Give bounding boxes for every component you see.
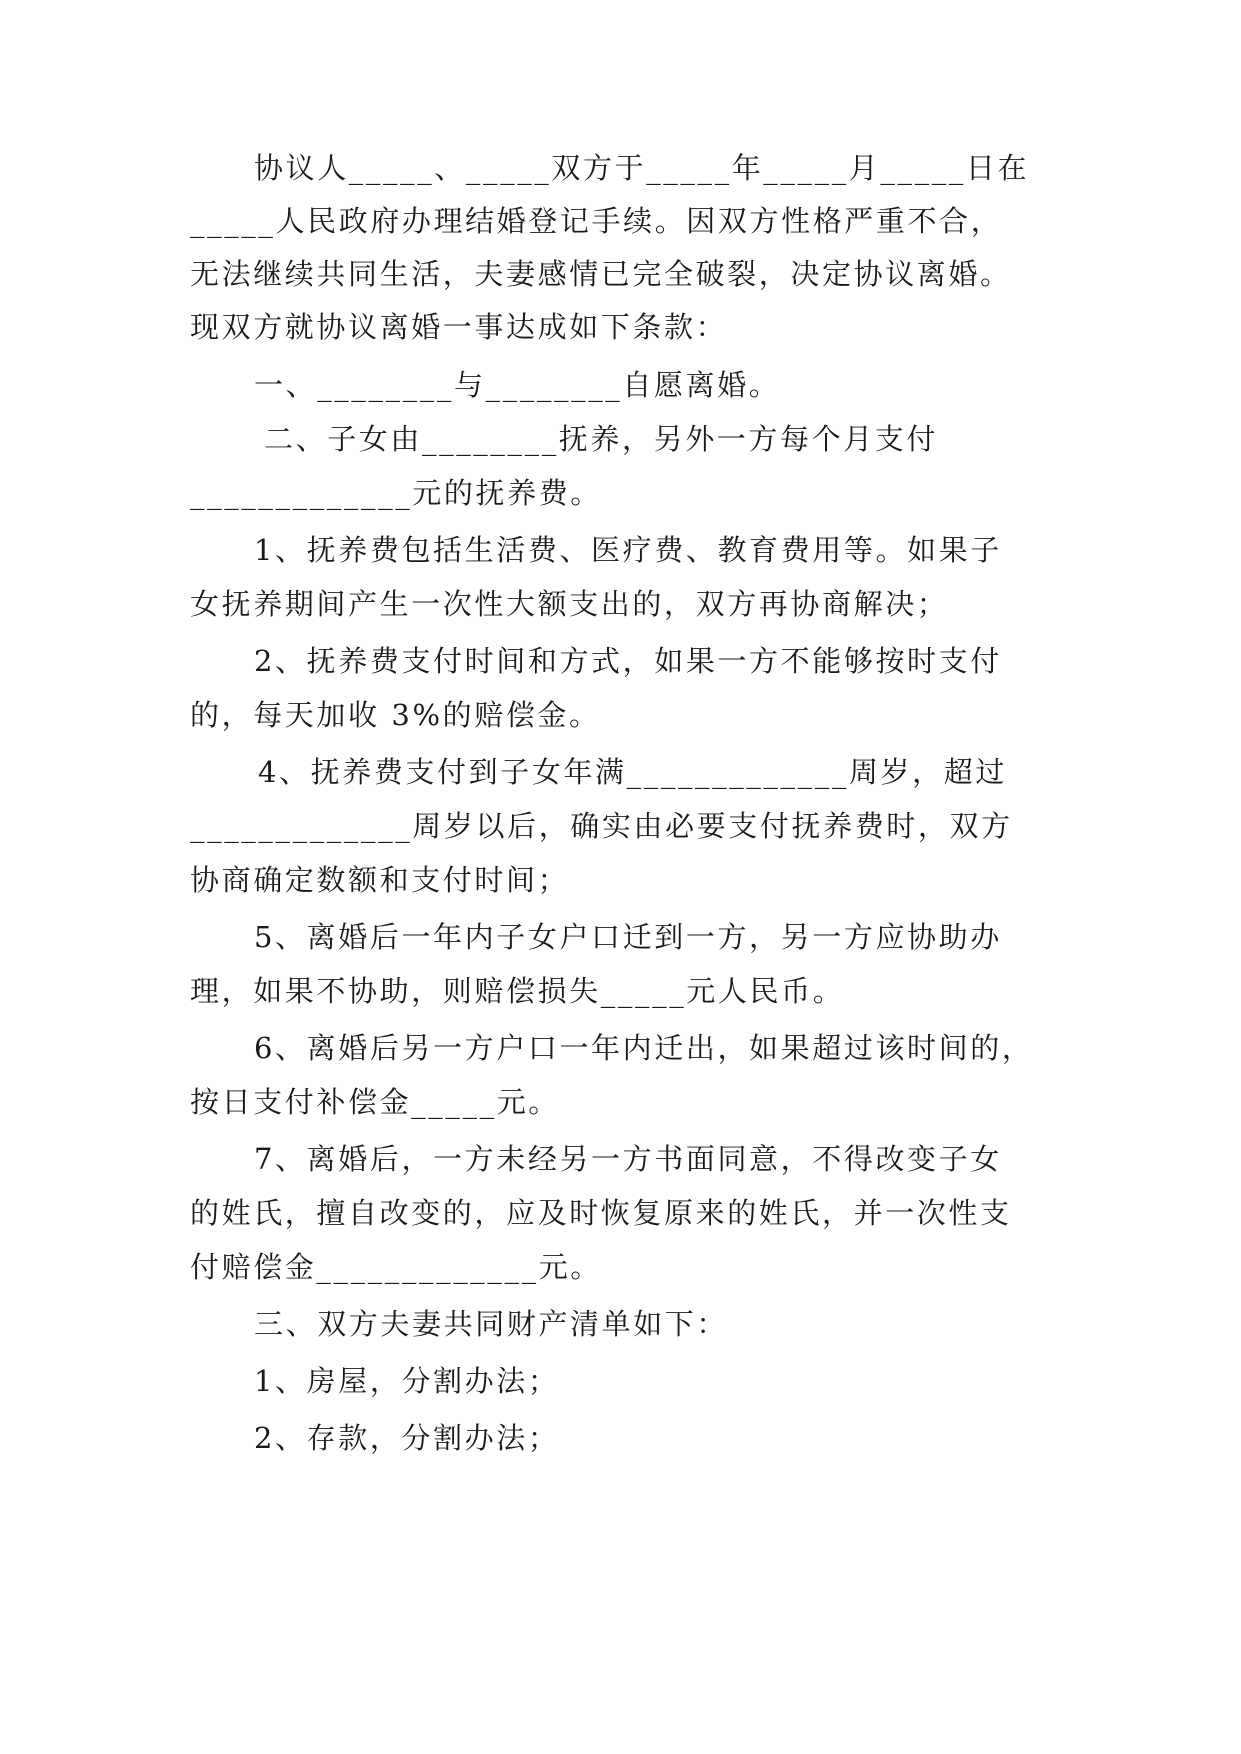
text-line-15: 5、离婚后一年内子女户口迁到一方，另一方应协助办: [254, 920, 1002, 954]
text-line-03: 无法继续共同生活，夫妻感情已完全破裂，决定协议离婚。: [190, 257, 1012, 291]
text-line-22: 三、双方夫妻共同财产清单如下：: [254, 1307, 729, 1341]
text-line-20: 的姓氏，擅自改变的，应及时恢复原来的姓氏，并一次性支: [190, 1196, 1012, 1230]
text-line-19: 7、离婚后，一方未经另一方书面同意，不得改变子女: [254, 1142, 1002, 1176]
text-line-23: 1、房屋，分割办法；: [254, 1364, 560, 1398]
text-line-08: 1、抚养费包括生活费、医疗费、教育费用等。如果子: [254, 533, 1002, 567]
text-line-12: 4、抚养费支付到子女年满_____________周岁，超过: [258, 755, 1007, 789]
text-line-16: 理，如果不协助，则赔偿损失_____元人民币。: [190, 974, 845, 1008]
text-line-09: 女抚养期间产生一次性大额支出的，双方再协商解决；: [190, 587, 949, 621]
text-line-01: 协议人_____、_____双方于_____年_____月_____日在: [254, 151, 1030, 185]
text-line-02: _____人民政府办理结婚登记手续。因双方性格严重不合，: [190, 204, 1003, 238]
text-line-10: 2、抚养费支付时间和方式，如果一方不能够按时支付: [254, 644, 1002, 678]
text-line-05: 一、________与________自愿离婚。: [254, 368, 781, 402]
text-line-07: _____________元的抚养费。: [190, 476, 602, 510]
text-line-17: 6、离婚后另一方户口一年内迁出，如果超过该时间的，: [254, 1031, 1034, 1065]
text-line-11: 的，每天加收 3%的赔偿金。: [190, 698, 601, 732]
text-line-13: _____________周岁以后，确实由必要支付抚养费时，双方: [190, 809, 1013, 843]
text-line-06: 二、子女由________抚养，另外一方每个月支付: [264, 422, 939, 456]
text-line-21: 付赔偿金_____________元。: [190, 1250, 602, 1284]
text-line-24: 2、存款，分割办法；: [254, 1421, 560, 1455]
text-line-04: 现双方就协议离婚一事达成如下条款：: [190, 310, 728, 344]
text-line-14: 协商确定数额和支付时间；: [190, 863, 570, 897]
text-line-18: 按日支付补偿金_____元。: [190, 1085, 560, 1119]
